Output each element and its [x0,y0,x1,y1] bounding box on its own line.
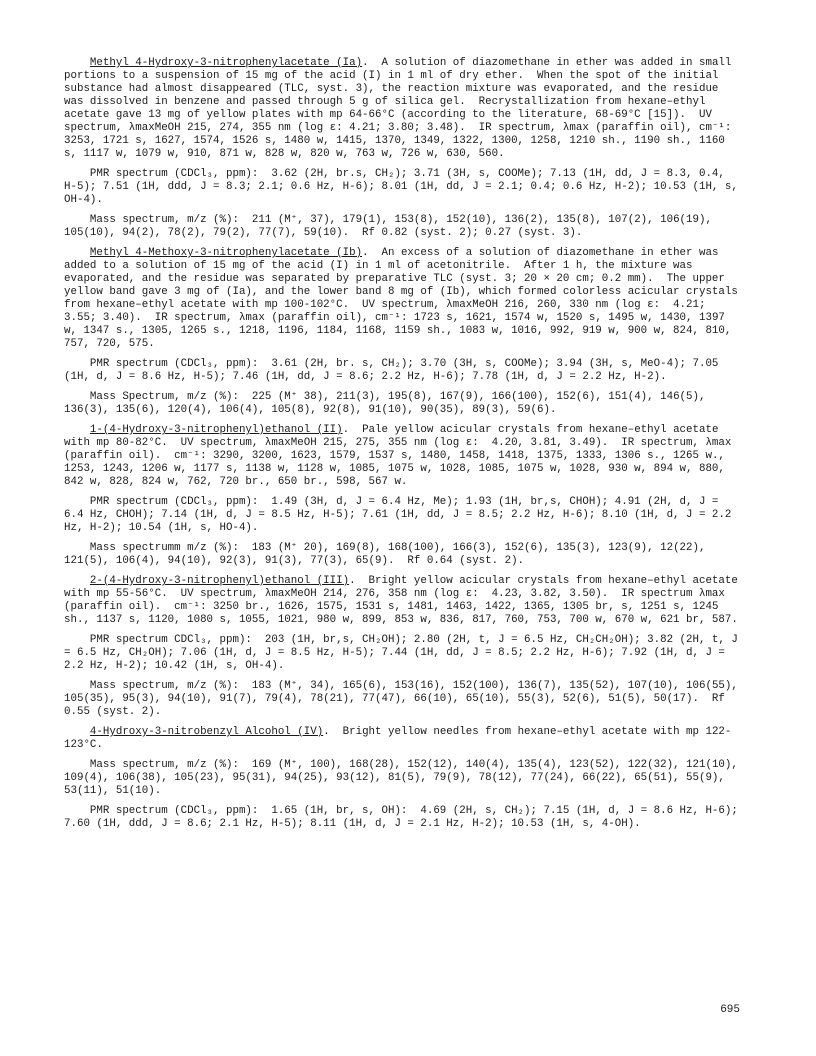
paragraph-ib-mass: Mass Spectrum, m/z (%): 225 (M⁺ 38), 211(3), 195(8), 167(9), 166(100), 152(6), 151(4), 146(5), 136(3), 135(6), 120(4), 106(4), 105(8), 92(8), 91(10), 90(35), 89(3), 59(6). [64,391,712,416]
paragraph-ib [64,247,745,351]
paragraph-text: . A solution of diazomethane in ether was added in small portions to a suspension of 15 mg of the acid (I) in 1 ml of dry ether. When the spot of the initial substance had almost disappeared (TLC, syst. 3), the reaction mixture was evaporated, and the residue was dissolved in benzene and passed through 5 g of silica gel. Recrystallization from hexane–ethyl acetate gave 13 mg of yellow plates with mp 64-66°C (according to the literature, 68-69°C [15]). UV spectrum, λmaxMeOH 215, 274, 355 nm (log ε: 4.21; 3.80; 3.48). IR spectrum, λmax (paraffin oil), cm⁻¹: 3253, 1721 s, 1627, 1574, 1526 s, 1480 w, 1415, 1370, 1349, 1322, 1300, 1258, 1210 sh., 1190 sh., 1160 s, 1117 w, 1079 w, 910, 871 w, 828 w, 820 w, 763 w, 726 w, 630, 560. [64,57,738,160]
paragraph-iii [64,575,745,627]
compound-heading-ib: Methyl 4-Methoxy-3-nitrophenylacetate (Ib) [89,247,363,259]
paragraph-ii [64,424,740,489]
paragraph-iii-mass: Mass spectrum, m/z (%): 183 (M⁺, 34), 165(6), 153(16), 152(100), 136(7), 135(52), 107(10), 106(55), 105(35), 95(3), 94(10), 91(7), 79(4), 78(21), 77(47), 66(10), 65(10), 55(3), 52(6), 51(5), 50(17). Rf 0.55 (syst. 2). [64,680,745,718]
paragraph-text: . Bright yellow acicular crystals from hexane–ethyl acetate with mp 55-56°C. UV spectrum, λmaxMeOH 214, 276, 358 nm (log ε: 4.23, 3.82, 3.50). IR spectrum λmax (paraffin oil). cm⁻¹: 3250 br., 1626, 1575, 1531 s, 1481, 1463, 1422, 1365, 1305 br, s, 1251 s, 1245 sh., 1137 s, 1120, 1080 s, 1055, 1021, 980 w, 899, 853 w, 836, 817, 760, 753, 700 w, 670 w, 621 br, 587. [64,575,745,626]
paragraph-ia [64,57,740,161]
paragraph-ib-pmr: PMR spectrum (CDCl₃, ppm): 3.61 (2H, br. s, CH₂); 3.70 (3H, s, COOMe); 3.94 (3H, s, MeO-4); 7.05 (1H, d, J = 8.6 Hz, H-5); 7.46 (1H, dd, J = 8.6; 2.2 Hz, H-6); 7.78 (1H, d, J = 2.2 Hz, H-2). [64,358,725,383]
paragraph-iv-pmr: PMR spectrum (CDCl₃, ppm): 1.65 (1H, br, s, OH): 4.69 (2H, s, CH₂); 7.15 (1H, d, J = 8.6 Hz, H-6); 7.60 (1H, ddd, J = 8.6; 2.1 Hz, H-5); 8.11 (1H, d, J = 2.1 Hz, H-2); 10.53 (1H, s, 4-OH). [64,805,745,830]
paragraph-text: . An excess of a solution of diazomethane in ether was added to a solution of 15 mg of the acid (I) in 1 ml of acetonitrile. After 1 h, the mixture was evaporated, and the residue was separated by preparative TLC (syst. 3; 20 × 20 cm; 0.2 mm). The upper yellow band gave 3 mg of (Ia), and the lower band 8 mg of (Ib), which formed colorless acicular crystals from hexane–ethyl acetate with mp 100-102°C. UV spectrum, λmaxMeOH 216, 260, 330 nm (log ε: 4.21; 3.55; 3.40). IR spectrum, λmax (paraffin oil), cm⁻¹: 1723 s, 1621, 1574 w, 1520 s, 1495 w, 1430, 1397 w, 1347 s., 1305, 1265 s., 1218, 1196, 1184, 1168, 1159 sh., 1083 w, 1016, 992, 919 w, 900 w, 824, 810, 757, 720, 575. [64,247,745,350]
compound-heading-ii: 1-(4-Hydroxy-3-nitrophenyl)ethanol (II) [89,424,343,436]
page-number: 695 [720,1004,740,1016]
paragraph-ii-pmr: PMR spectrum (CDCl₃, ppm): 1.49 (3H, d, J = 6.4 Hz, Me); 1.93 (1H, br,s, CHOH); 4.91 (2H, d, J = 6.4 Hz, CHOH); 7.14 (1H, d, J = 8.5 Hz, H-5); 7.61 (1H, dd, J = 8.5; 2.2 Hz, H-6); 8.10 (1H, d, J = 2.2 Hz, H-2); 10.54 (1H, s, HO-4). [64,496,738,534]
paragraph-text: . Bright yellow needles from hexane–ethyl acetate with mp 122-123°C. [64,726,732,751]
paragraph-text: . Pale yellow acicular crystals from hexane–ethyl acetate with mp 80-82°C. UV spectrum, λmaxMeOH 215, 275, 355 nm (log ε: 4.20, 3.81, 3.49). IR spectrum, λmax (paraffin oil). cm⁻¹: 3290, 3200, 1623, 1579, 1537 s, 1480, 1458, 1418, 1375, 1333, 1306 s., 1265 w., 1253, 1243, 1206 w, 1177 s, 1138 w, 1128 w, 1085, 1075 w, 1028, 1085, 1075 w, 1028, 930 w, 894 w, 880, 842 w, 828, 824 w, 762, 720 br., 650 br., 598, 567 w. [64,424,738,488]
compound-heading-iii: 2-(4-Hydroxy-3-nitrophenyl)ethanol (III) [89,575,350,587]
compound-heading-iv: 4-Hydroxy-3-nitrobenzyl Alcohol (IV) [89,726,324,738]
paragraph-iii-pmr: PMR spectrum CDCl₃, ppm): 203 (1H, br,s, CH₂OH); 2.80 (2H, t, J = 6.5 Hz, CH₂CH₂OH); 3.82 (2H, t, J = 6.5 Hz, CH₂OH); 7.06 (1H, d, J = 8.5 Hz, H-5); 7.44 (1H, dd, J = 8.5; 2.2 Hz, H-6); 7.92 (1H, d, J = 2.2 Hz, H-2); 10.42 (1H, s, OH-4). [64,634,745,672]
paragraph-iv-mass: Mass spectrum, m/z (%): 169 (M⁺, 100), 168(28), 152(12), 140(4), 135(4), 123(52), 122(32), 121(10), 109(4), 106(38), 105(23), 95(31), 94(25), 93(12), 81(5), 79(9), 78(12), 77(24), 66(22), 65(51), 55(9), 53(11), 51(10). [64,759,745,797]
compound-heading-ia: Methyl 4-Hydroxy-3-nitrophenylacetate (Ia) [89,57,363,69]
paragraph-iv [64,726,740,752]
paragraph-ii-mass: Mass spectrumm m/z (%): 183 (M⁺ 20), 169(8), 168(100), 166(3), 152(6), 135(3), 123(9), 12(22), 121(5), 106(4), 94(10), 92(3), 91(3), 77(3), 65(9). Rf 0.64 (syst. 2). [64,542,712,567]
paragraph-ia-mass: Mass spectrum, m/z (%): 211 (M⁺, 37), 179(1), 153(8), 152(10), 136(2), 135(8), 107(2), 106(19), 105(10), 94(2), 78(2), 79(2), 77(7), 59(10). Rf 0.82 (syst. 2); 0.27 (syst. 3). [64,214,719,239]
paragraph-ia-pmr: PMR spectrum (CDCl₃, ppm): 3.62 (2H, br.s, CH₂); 3.71 (3H, s, COOMe); 7.13 (1H, dd, J = 8.3, 0.4, H-5); 7.51 (1H, ddd, J = 8.3; 2.1; 0.6 Hz, H-6); 8.01 (1H, dd, J = 2.1; 0.4; 0.6 Hz, H-2); 10.53 (1H, s, OH-4). [64,168,745,206]
